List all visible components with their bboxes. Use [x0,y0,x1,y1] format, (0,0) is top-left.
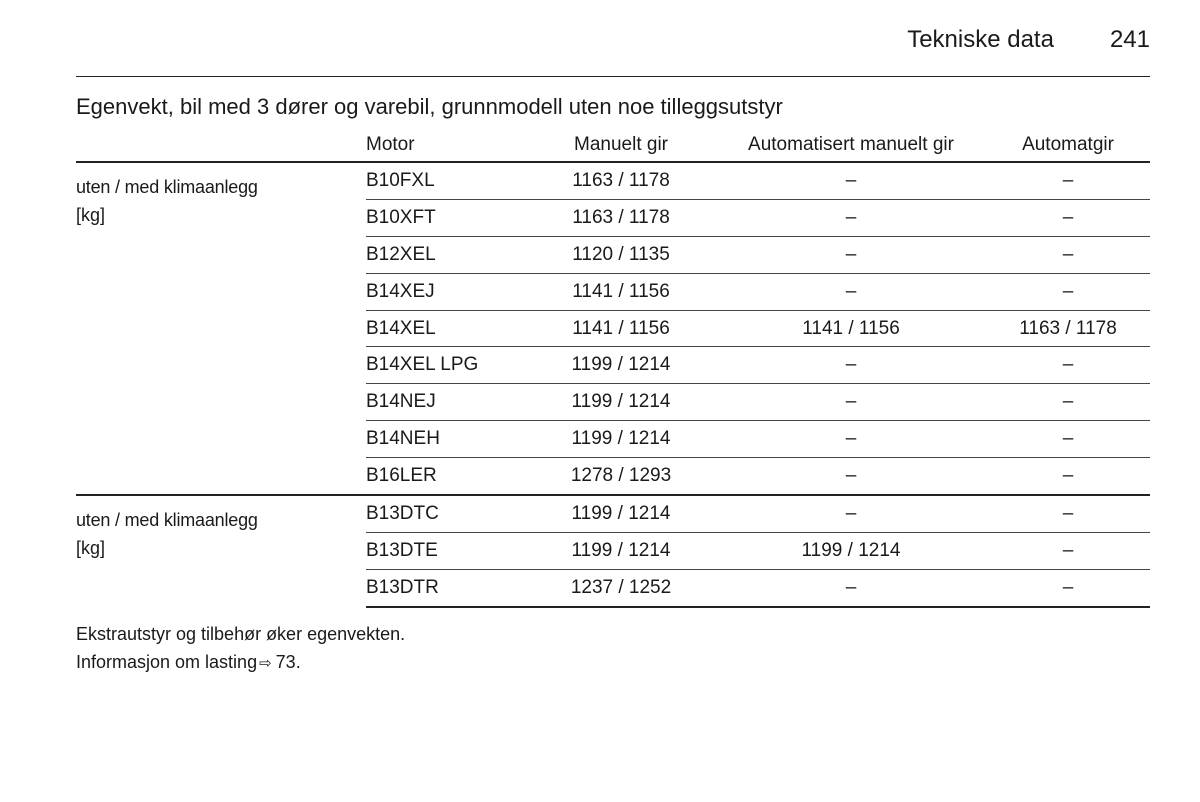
automated-manual-gear-cell: 1141 / 1156 [716,310,986,347]
table-header-row [76,128,1150,162]
automated-manual-gear-cell: – [716,347,986,384]
motor-cell: B13DTC [366,495,526,532]
footnotes [76,620,405,678]
automated-manual-gear-cell: – [716,199,986,236]
footnote-extra-equipment: Ekstrautstyr og tilbehør øker egenvekten. [76,624,406,644]
manual-gear-cell: 1199 / 1214 [526,384,716,421]
group-label: uten / med klimaanlegg [76,177,258,197]
loading-info-text: Informasjon om lasting [76,652,258,672]
motor-cell: B10XFT [366,199,526,236]
weight-table [76,128,1150,608]
motor-cell: B12XEL [366,236,526,273]
manual-gear-cell: 1199 / 1214 [526,495,716,532]
automatic-gear-cell: – [986,199,1150,236]
motor-cell: B13DTE [366,532,526,569]
automatic-gear-cell: – [986,458,1150,495]
column-header-automated-manual: Automatisert manuelt gir [716,128,986,162]
manual-gear-cell: 1120 / 1135 [526,236,716,273]
automated-manual-gear-cell: – [716,495,986,532]
section-title: Tekniske data [907,26,1054,53]
automatic-gear-cell: – [986,273,1150,310]
automated-manual-gear-cell: – [716,236,986,273]
motor-cell: B14NEH [366,421,526,458]
manual-gear-cell: 1141 / 1156 [526,310,716,347]
group-unit: [kg] [76,538,106,559]
motor-cell: B13DTR [366,569,526,606]
automated-manual-gear-cell: – [716,384,986,421]
automated-manual-gear-cell: – [845,169,857,191]
manual-gear-cell: 1199 / 1214 [526,347,716,384]
automatic-gear-cell: – [986,384,1150,421]
header-divider [76,76,1150,77]
page-number: 241 [1109,26,1150,53]
automated-manual-gear-cell: – [716,569,986,606]
table-row [76,162,1150,199]
motor-cell: B16LER [366,458,526,495]
manual-gear-cell: 1141 / 1156 [526,273,716,310]
manual-gear-cell: 1199 / 1214 [526,421,716,458]
manual-gear-cell: 1163 / 1178 [572,169,670,191]
group-label: uten / med klimaanlegg [76,510,258,531]
automatic-gear-cell: – [986,236,1150,273]
manual-gear-cell: 1237 / 1252 [526,569,716,606]
motor-cell: B10FXL [366,169,435,191]
table-row [76,495,1150,532]
automated-manual-gear-cell: 1199 / 1214 [716,532,986,569]
group-label-cell [76,495,366,607]
automatic-gear-cell: – [1062,169,1074,191]
loading-info-page-ref: 73. [275,652,301,672]
manual-gear-cell: 1278 / 1293 [526,458,716,495]
motor-cell: B14NEJ [366,384,526,421]
motor-cell: B14XEL LPG [366,347,526,384]
group-unit: [kg] [76,205,106,225]
automatic-gear-cell: – [986,569,1150,606]
motor-cell: B14XEJ [366,273,526,310]
table-title: Egenvekt, bil med 3 dører og varebil, grunnmodell uten noe tilleggsutstyr [76,94,783,119]
automatic-gear-cell: – [986,532,1150,569]
automatic-gear-cell: – [986,347,1150,384]
column-header-group [76,128,366,162]
column-header-manual: Manuelt gir [526,128,716,162]
page-header [907,26,1150,54]
footnote-loading-info [76,648,405,678]
automated-manual-gear-cell: – [716,458,986,495]
automatic-gear-cell: – [986,495,1150,532]
motor-cell: B14XEL [366,310,526,347]
column-header-motor: Motor [366,128,526,162]
manual-gear-cell: 1199 / 1214 [526,532,716,569]
group-label-cell [76,162,366,495]
manual-gear-cell: 1163 / 1178 [526,199,716,236]
automatic-gear-cell: 1163 / 1178 [986,310,1150,347]
automatic-gear-cell: – [986,421,1150,458]
automated-manual-gear-cell: – [716,421,986,458]
automated-manual-gear-cell: – [716,273,986,310]
arrow-reference-icon: ⇨ [259,655,272,672]
column-header-automatic: Automatgir [986,128,1150,162]
